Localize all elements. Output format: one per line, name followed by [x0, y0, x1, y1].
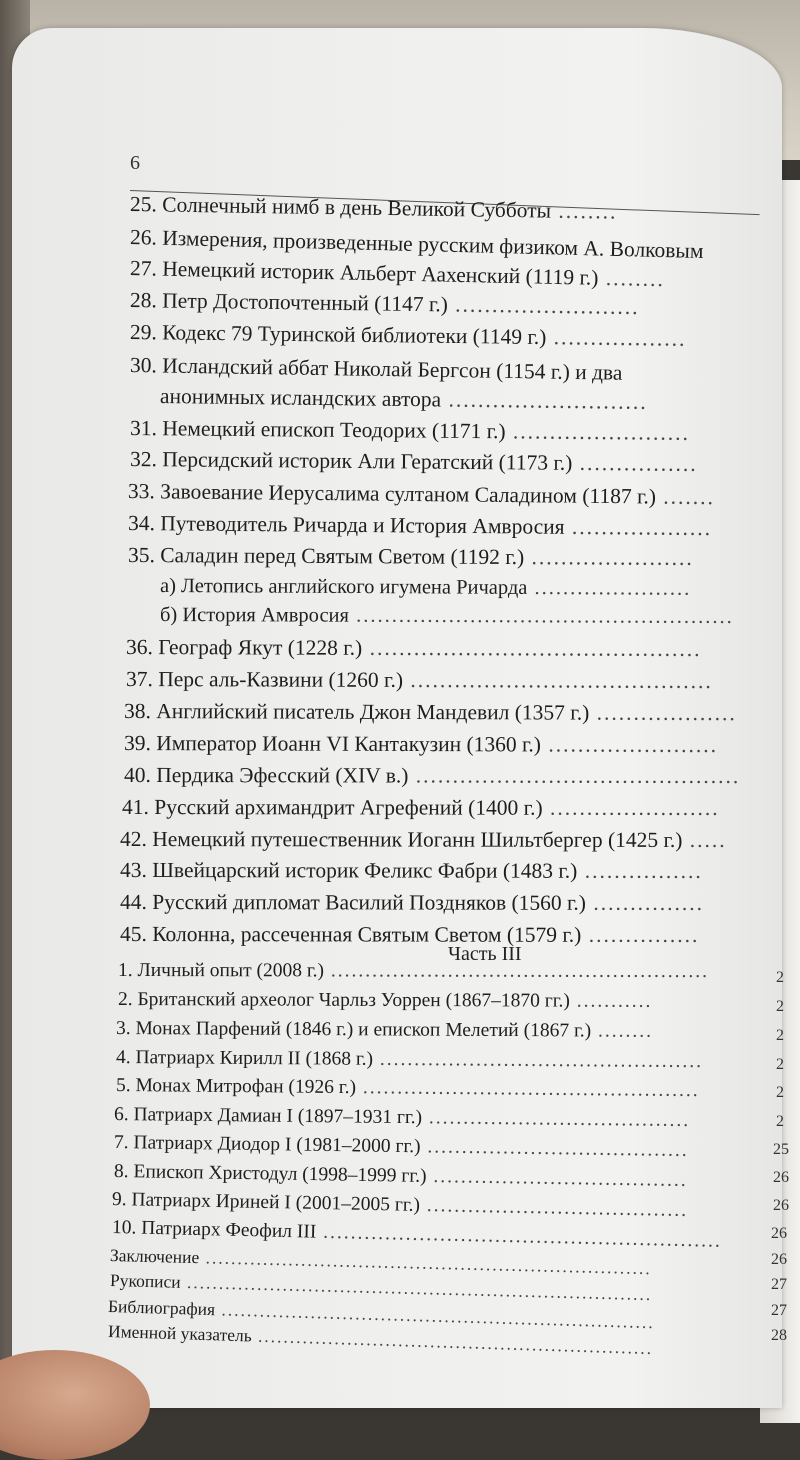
entry-label: 34. Путеводитель Ричарда и История Амвросия	[127, 510, 565, 539]
entry-label: 2. Британский археолог Чарльз Уоррен (1867–1870 гг.)	[117, 988, 570, 1012]
entry-label: 38. Английский писатель Джон Мандевил (1357 г.)	[123, 698, 590, 725]
entry-label: 31. Немецкий епископ Теодорих (1171 г.)	[129, 415, 506, 443]
entry-label: 44. Русский дипломат Василий Поздняков (1560 г.)	[119, 889, 586, 915]
part3-entry-5	[116, 1075, 700, 1102]
entry-label: 6. Патриарх Дамиан I (1897–1931 гг.)	[113, 1103, 423, 1128]
entry-label: Заключение	[109, 1244, 200, 1267]
leader-dots: ...................	[589, 700, 737, 725]
page-ref-4: 2	[776, 1056, 784, 1073]
leader-dots: ...........	[569, 990, 653, 1012]
part3-entry-3	[116, 1018, 653, 1043]
leader-dots: .................................................	[355, 1076, 700, 1101]
leader-dots: .......................................................	[324, 959, 710, 982]
leader-dots: ........	[598, 265, 666, 291]
part2-entry-14	[160, 604, 734, 629]
entry-label: Именной указатель	[107, 1320, 253, 1346]
page-number: 6	[130, 152, 140, 174]
part2-entry-17	[124, 699, 737, 726]
leader-dots: ..........................................................	[316, 1221, 723, 1252]
leader-dots: ......................	[524, 544, 694, 570]
part2-entry-20	[122, 795, 720, 821]
page-ref-1: 2	[776, 969, 784, 986]
leader-dots: .............................................	[362, 635, 702, 661]
page-ref-6: 2	[776, 1113, 784, 1130]
part2-entry-23	[120, 890, 704, 916]
page-ref-3: 2	[776, 1027, 784, 1044]
leader-dots: ...............	[585, 890, 704, 915]
entry-label: 1. Личный опыт (2008 г.)	[117, 959, 325, 981]
leader-dots: ......................................	[419, 1194, 689, 1221]
part2-entry-7	[160, 384, 648, 415]
part3-entry-4	[116, 1047, 703, 1073]
part2-entry-8	[130, 416, 690, 446]
entry-label: 26. Измерения, произведенные русским физиком А. Волковым	[129, 224, 704, 263]
entry-label: Рукописи	[109, 1269, 181, 1292]
part2-entry-24	[120, 922, 699, 948]
leader-dots: .......................	[542, 795, 720, 820]
entry-label: 5. Монах Митрофан (1926 г.)	[115, 1074, 357, 1098]
page-ref-13: 27	[771, 1302, 787, 1319]
leader-dots: ................	[577, 858, 703, 883]
part2-entry-15	[126, 635, 702, 662]
page-ref-2: 2	[776, 998, 784, 1015]
entry-label: 29. Кодекс 79 Туринской библиотеки (1149 г.)	[129, 319, 547, 349]
leader-dots: ....................................................................	[214, 1298, 656, 1332]
part2-entry-16	[126, 667, 713, 694]
page-ref-9: 26	[773, 1197, 789, 1214]
entry-label: 41. Русский архимандрит Агрефений (1400 г.)	[121, 794, 543, 820]
leader-dots: ........	[550, 198, 618, 224]
entry-label: 7. Патриарх Диодор I (1981–2000 гг.)	[113, 1131, 421, 1157]
part2-entry-21	[120, 827, 727, 853]
entry-label: 32. Персидский историк Али Гератский (1173 г.)	[129, 446, 573, 475]
leader-dots: ................	[572, 450, 698, 476]
leader-dots: ........................	[505, 418, 691, 445]
entry-label: 25. Солнечный нимб в день Великой Субботы	[129, 191, 552, 223]
part2-entry-12	[128, 543, 694, 571]
leader-dots: ......................................................................	[198, 1246, 652, 1278]
part2-entry-11	[128, 511, 712, 541]
entry-label: 40. Пердика Эфесский (XIV в.)	[123, 762, 409, 787]
page-ref-14: 28	[771, 1327, 787, 1344]
leader-dots: ......................	[527, 576, 692, 600]
entry-label: 37. Перс аль-Казвини (1260 г.)	[125, 666, 404, 692]
leader-dots: .....	[682, 827, 727, 852]
entry-label: анонимных исландских автора	[159, 383, 442, 411]
entry-label: а) Летопись английского игумена Ричарда	[159, 574, 528, 599]
leader-dots: ..............................................................	[251, 1325, 654, 1358]
leader-dots: ......................................	[421, 1106, 691, 1131]
entry-label: б) История Амвросия	[159, 603, 350, 627]
entry-label: Библиография	[107, 1295, 216, 1319]
leader-dots: ...............	[581, 922, 700, 947]
entry-label: 3. Монах Парфений (1846 г.) и епископ Мелетий (1867 г.)	[115, 1017, 592, 1041]
entry-label: 45. Колонна, рассеченная Святым Светом (1579 г.)	[119, 921, 582, 947]
entry-label: 39. Император Иоанн VI Кантакузин (1360 г.)	[123, 730, 542, 756]
entry-label: 35. Саладин перед Святым Светом (1192 г.)	[127, 542, 525, 569]
leader-dots: ..................	[546, 324, 687, 351]
page-ref-12: 27	[771, 1276, 787, 1293]
leader-dots: .........................................................................	[180, 1271, 653, 1304]
leader-dots: ...................	[564, 514, 713, 540]
page-ref-10: 26	[771, 1225, 787, 1242]
part2-entry-22	[120, 858, 703, 884]
leader-dots: .......................	[540, 731, 719, 757]
entry-label: 8. Епископ Христодул (1998–1999 гг.)	[113, 1160, 427, 1187]
page-ref-5: 2	[776, 1084, 784, 1101]
leader-dots: .......	[655, 484, 716, 509]
page-ref-11: 26	[771, 1251, 787, 1268]
part3-entry-1	[118, 960, 709, 983]
entry-label: 43. Швейцарский историк Феликс Фабри (1483 г.)	[119, 857, 578, 883]
entry-label: 30. Исландский аббат Николай Бергсон (1154 г.) и два	[129, 352, 623, 385]
entry-label: 4. Патриарх Кирилл II (1868 г.)	[115, 1046, 374, 1070]
leader-dots: ........	[591, 1019, 654, 1042]
leader-dots: ...........................	[441, 386, 648, 414]
leader-dots: ......................................	[420, 1135, 689, 1161]
page-ref-8: 26	[773, 1169, 789, 1186]
part2-entry-19	[124, 763, 740, 789]
entry-label: 9. Патриарх Ириней I (2001–2005 гг.)	[111, 1188, 421, 1216]
entry-label: 10. Патриарх Феофил III	[111, 1216, 317, 1243]
leader-dots: .........................................	[402, 667, 713, 693]
leader-dots: ...............................................	[373, 1048, 704, 1072]
part3-entry-2	[118, 989, 652, 1013]
part-title: Часть III	[448, 943, 522, 965]
part2-entry-18	[124, 731, 718, 758]
leader-dots: .....................................................	[348, 604, 734, 628]
entry-label: 27. Немецкий историк Альберт Аахенский (1119 г.)	[129, 255, 599, 290]
page-ref-7: 25	[773, 1141, 789, 1158]
part2-entry-9	[130, 447, 698, 477]
entry-label: 42. Немецкий путешественник Иоганн Шильтбергер (1425 г.)	[119, 826, 683, 852]
part2-entry-13	[160, 575, 691, 601]
entry-label: 33. Завоевание Иерусалима султаном Саладином (1187 г.)	[127, 478, 657, 509]
leader-dots: .....................................	[426, 1165, 688, 1191]
leader-dots: ............................................	[408, 762, 741, 788]
leader-dots: .........................	[447, 291, 640, 319]
entry-label: 28. Петр Достопочтенный (1147 г.)	[129, 287, 449, 316]
entry-label: 36. Географ Якут (1228 г.)	[125, 634, 363, 660]
